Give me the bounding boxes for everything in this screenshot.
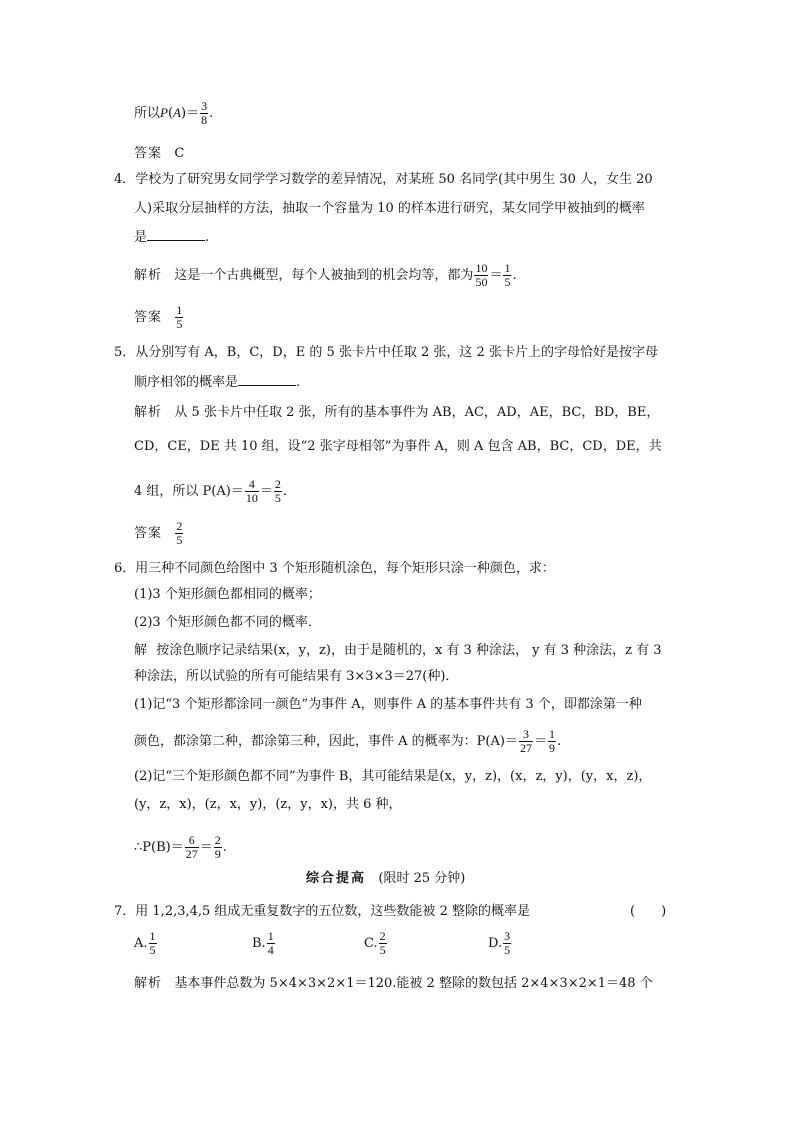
- q6-solution-5: (2)记“三个矩形颜色都不同”为事件 B，其可能结果是(x，y，z)，(x，z，y)，(y，x，z)，: [134, 769, 652, 784]
- q3-answer: 答案 C: [134, 146, 185, 161]
- q4-stem-1: 4．学校为了研究男女同学学习数学的差异情况，对某班 50 名同学(其中男生 30 人，女生 20: [114, 172, 653, 187]
- q5-stem-1: 5．从分别写有 A，B，C，D，E 的 5 张卡片中任取 2 张，这 2 张卡片上的字母恰好是按字母: [114, 345, 658, 360]
- fraction: $\frac{4}{10}$: [245, 477, 258, 505]
- question-number: 4．: [114, 172, 136, 187]
- fraction: $\frac{3}{8}$: [201, 99, 208, 127]
- prev-text: 所以: [134, 106, 161, 121]
- q6-stem-2: (1)3 个矩形颜色都相同的概率；: [134, 587, 321, 602]
- fraction: $\frac{1}{5}$: [504, 261, 511, 289]
- q5-stem-2: 顺序相邻的概率是 .: [134, 375, 301, 390]
- fraction: $\frac{2}{5}$: [379, 929, 386, 957]
- answer-label: 答案: [134, 310, 163, 325]
- fraction: $\frac{1}{5}$: [149, 929, 156, 957]
- q6-solution-7: ∴P(B)＝ $\frac{6}{27}$ ＝ $\frac{2}{9}$ .: [134, 833, 227, 861]
- q7-option-c: C. $\frac{2}{5}$: [364, 929, 386, 957]
- answer-blank: [238, 373, 296, 386]
- fraction: $\frac{3}{27}$: [519, 727, 532, 755]
- q5-solution-3: 4 组，所以 P(A)＝ $\frac{4}{10}$ ＝ $\frac{2}{5}$ .: [134, 477, 287, 505]
- answer-label: 答案: [134, 526, 163, 541]
- solution-label: 解: [134, 643, 149, 658]
- q4-stem-3: 是 .: [134, 230, 210, 245]
- q5-solution-2: CD，CE，DE 共 10 组，设“2 张字母相邻”为事件 A，则 A 包含 AB，BC，CD，DE，共: [134, 439, 662, 454]
- fraction: $\frac{2}{9}$: [214, 833, 221, 861]
- question-number: 6．: [114, 561, 136, 576]
- fraction: $\frac{6}{27}$: [185, 833, 198, 861]
- q7-stem: 7．用 1,2,3,4,5 组成无重复数字的五位数，这些数能被 2 整除的概率是: [114, 904, 530, 919]
- q6-solution-4: 颜色，都涂第二种，都涂第三种，因此，事件 A 的概率为：P(A)＝ $\frac{3}{27}$ ＝ $\frac{1}{9}$ .: [134, 727, 562, 755]
- q7-option-a: A. $\frac{1}{5}$: [134, 929, 156, 957]
- q7-option-d: D. $\frac{3}{5}$: [488, 929, 511, 957]
- fraction: $\frac{2}{5}$: [274, 477, 281, 505]
- q7-answer-paren: ( ): [630, 904, 667, 919]
- q5-answer: [134, 520, 184, 547]
- fraction: $\frac{3}{5}$: [504, 929, 511, 957]
- fraction: $\frac{10}{50}$: [475, 261, 488, 289]
- q4-answer: [134, 304, 184, 331]
- q6-solution-3: (1)记“3 个矩形都涂同一颜色”为事件 A，则事件 A 的基本事件共有 3 个，即都涂第一种: [134, 697, 642, 712]
- q7-option-b: B. $\frac{1}{4}$: [252, 929, 274, 957]
- q4-solution: 解析 这是一个古典概型，每个人被抽到的机会均等，都为 $\frac{10}{50}$ ＝ $\frac{1}{5}$ .: [134, 261, 517, 289]
- q4-stem-2: 人)采取分层抽样的方法，抽取一个容量为 10 的样本进行研究，某女同学甲被抽到的概率: [134, 201, 645, 216]
- question-number: 5．: [114, 345, 136, 360]
- section-title: 综合提高: [306, 871, 367, 886]
- fraction: $\frac{2}{5}$: [176, 519, 183, 547]
- answer-label: 答案: [134, 146, 163, 161]
- q5-solution-1: 解析 从 5 张卡片中任取 2 张，所有的基本事件为 AB，AC，AD，AE，BC，BD，BE，: [134, 405, 660, 420]
- analysis-label: 解析: [134, 976, 163, 991]
- analysis-label: 解析: [134, 405, 163, 420]
- prev-solution-line: 所以P(A)＝ $\frac{3}{8}$ .: [134, 99, 214, 127]
- q6-stem-3: (2)3 个矩形颜色都不同的概率．: [134, 615, 321, 630]
- fraction: $\frac{1}{9}$: [548, 727, 555, 755]
- answer-blank: [147, 228, 205, 241]
- fraction: $\frac{1}{4}$: [267, 929, 274, 957]
- q6-stem-1: 6．用三种不同颜色给图中 3 个矩形随机涂色，每个矩形只涂一种颜色，求：: [114, 561, 555, 576]
- q6-solution-6: (y，z，x)，(z，x，y)，(z，y，x)，共 6 种，: [134, 797, 402, 812]
- analysis-label: 解析: [134, 268, 163, 283]
- q7-solution: 解析 基本事件总数为 5×4×3×2×1＝120.能被 2 整除的数包括 2×4×3×2×1＝48 个: [134, 976, 653, 991]
- section-note: (限时 25 分钟): [378, 871, 466, 886]
- q6-solution-1: 解 按涂色顺序记录结果(x，y，z)，由于是随机的，x 有 3 种涂法， y 有 3 种涂法，z 有 3: [134, 643, 662, 658]
- question-number: 7．: [114, 904, 136, 919]
- q6-solution-2: 种涂法，所以试验的所有可能结果有 3×3×3＝27(种)．: [134, 669, 459, 684]
- section-header: [306, 870, 465, 888]
- fraction: $\frac{1}{5}$: [176, 303, 183, 331]
